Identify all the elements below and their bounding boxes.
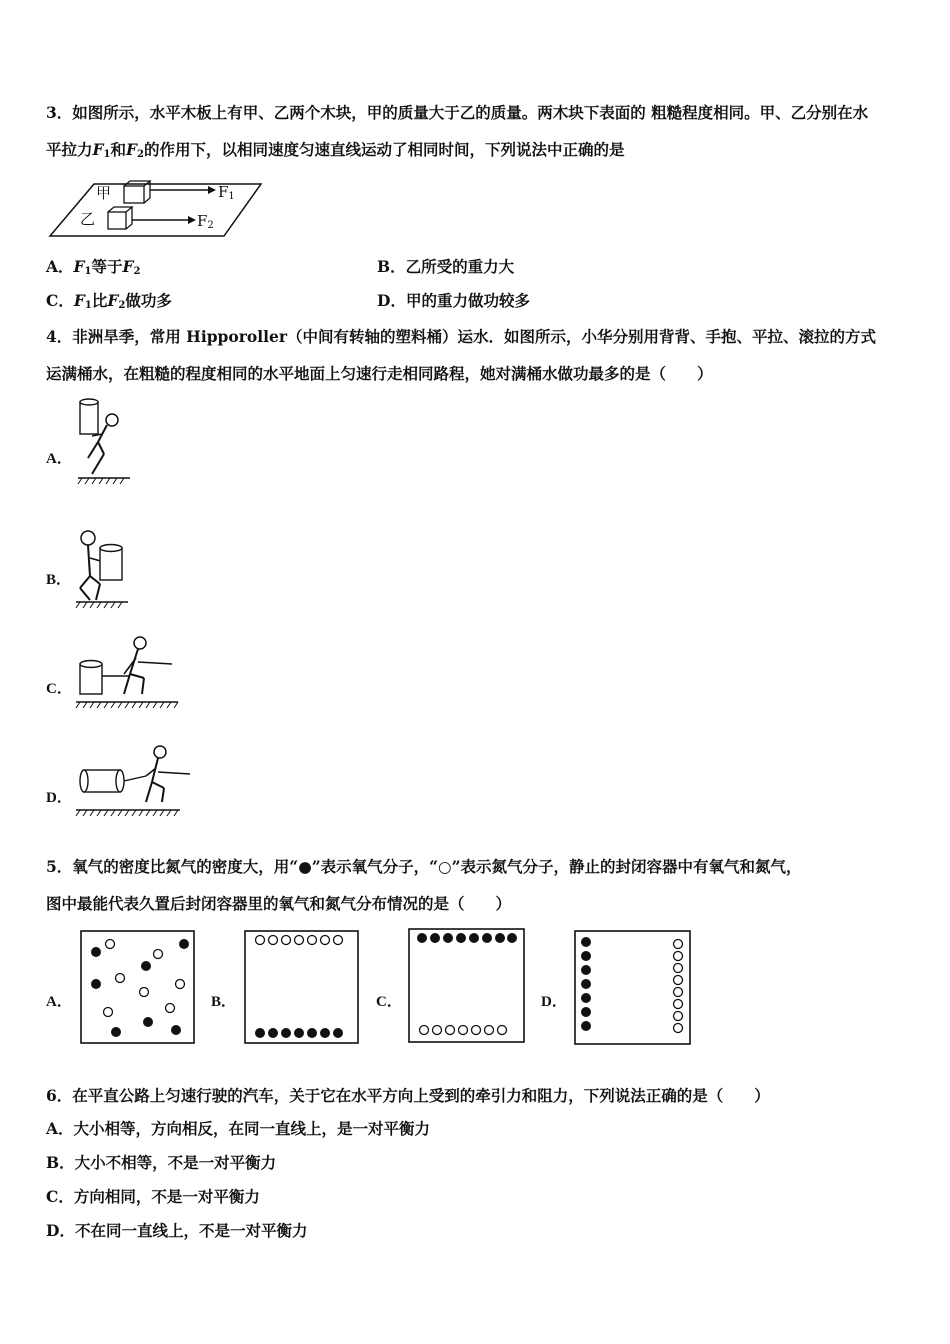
q4-option-b[interactable]: B． bbox=[46, 572, 72, 588]
q4-figure-b-carry-in-arms bbox=[74, 528, 134, 610]
q4-option-c[interactable]: C． bbox=[46, 681, 72, 697]
q6-option-b[interactable]: B．大小不相等，不是一对平衡力 bbox=[46, 1153, 277, 1172]
q5-stem-line2: 图中最能代表久置后封闭容器里的氧气和氮气分布情况的是（ ） bbox=[46, 894, 512, 913]
q6-stem: 6．在平直公路上匀速行驶的汽车，关于它在水平方向上受到的牵引力和阻力，下列说法正确的是（ ） bbox=[46, 1086, 770, 1105]
q3-fig-label-f2: $F_2$ bbox=[197, 212, 214, 231]
q5-option-d[interactable]: D． bbox=[541, 994, 567, 1010]
q5-option-c[interactable]: C． bbox=[376, 994, 402, 1010]
q3-option-a[interactable]: A．$F_1$等于$F_2$ bbox=[46, 257, 141, 277]
q6-option-c[interactable]: C．方向相同，不是一对平衡力 bbox=[46, 1187, 260, 1206]
q4-stem-line2: 运满桶水，在粗糙的程度相同的水平地面上匀速行走相同路程，她对满桶水做功最多的是（ ） bbox=[46, 364, 713, 383]
q5-option-a[interactable]: A． bbox=[46, 994, 72, 1010]
q4-figure-d-roll bbox=[74, 742, 194, 822]
q3-fig-label-jia: 甲 bbox=[96, 184, 112, 202]
q4-stem-line1: 4．非洲旱季，常用 Hipporoller（中间有转轴的塑料桶）运水．如图所示，小华分别用背背、手抱、平拉、滚拉的方式 bbox=[46, 327, 877, 346]
q5-figure-b-nitrogen-top bbox=[244, 930, 360, 1044]
q6-option-d[interactable]: D．不在同一直线上，不是一对平衡力 bbox=[46, 1221, 308, 1240]
q5-figure-a-mixed bbox=[80, 930, 196, 1044]
q3-stem-line2: 平拉力$F_1$和$F_2$的作用下，以相同速度匀速直线运动了相同时间，下列说法中正确的是 bbox=[46, 140, 625, 160]
q4-option-d[interactable]: D． bbox=[46, 790, 72, 806]
q5-figure-c-oxygen-top bbox=[408, 928, 526, 1044]
q3-fig-label-yi: 乙 bbox=[80, 210, 96, 228]
q3-stem-line1: 3．如图所示，水平木板上有甲、乙两个木块，甲的质量大于乙的质量。两木块下表面的 粗糙程度相同。甲、乙分别在水 bbox=[46, 103, 869, 122]
q5-option-b[interactable]: B． bbox=[211, 994, 237, 1010]
q3-option-c[interactable]: C．$F_1$比$F_2$做功多 bbox=[46, 291, 172, 311]
q5-figure-d-side-by-side bbox=[574, 930, 692, 1046]
q4-figure-c-drag-flat bbox=[74, 634, 184, 714]
q4-option-a[interactable]: A． bbox=[46, 451, 72, 467]
q3-option-d[interactable]: D．甲的重力做功较多 bbox=[377, 291, 530, 310]
q6-option-a[interactable]: A．大小相等，方向相反，在同一直线上，是一对平衡力 bbox=[46, 1119, 431, 1138]
q3-fig-label-f1: $F_1$ bbox=[218, 183, 235, 202]
q5-stem-line1: 5．氧气的密度比氮气的密度大，用“●”表示氧气分子，“○”表示氮气分子，静止的封闭容器中有氧气和氮气， bbox=[46, 857, 802, 876]
q3-option-b[interactable]: B．乙所受的重力大 bbox=[377, 257, 515, 276]
q4-figure-a-carry-on-back bbox=[74, 398, 136, 488]
